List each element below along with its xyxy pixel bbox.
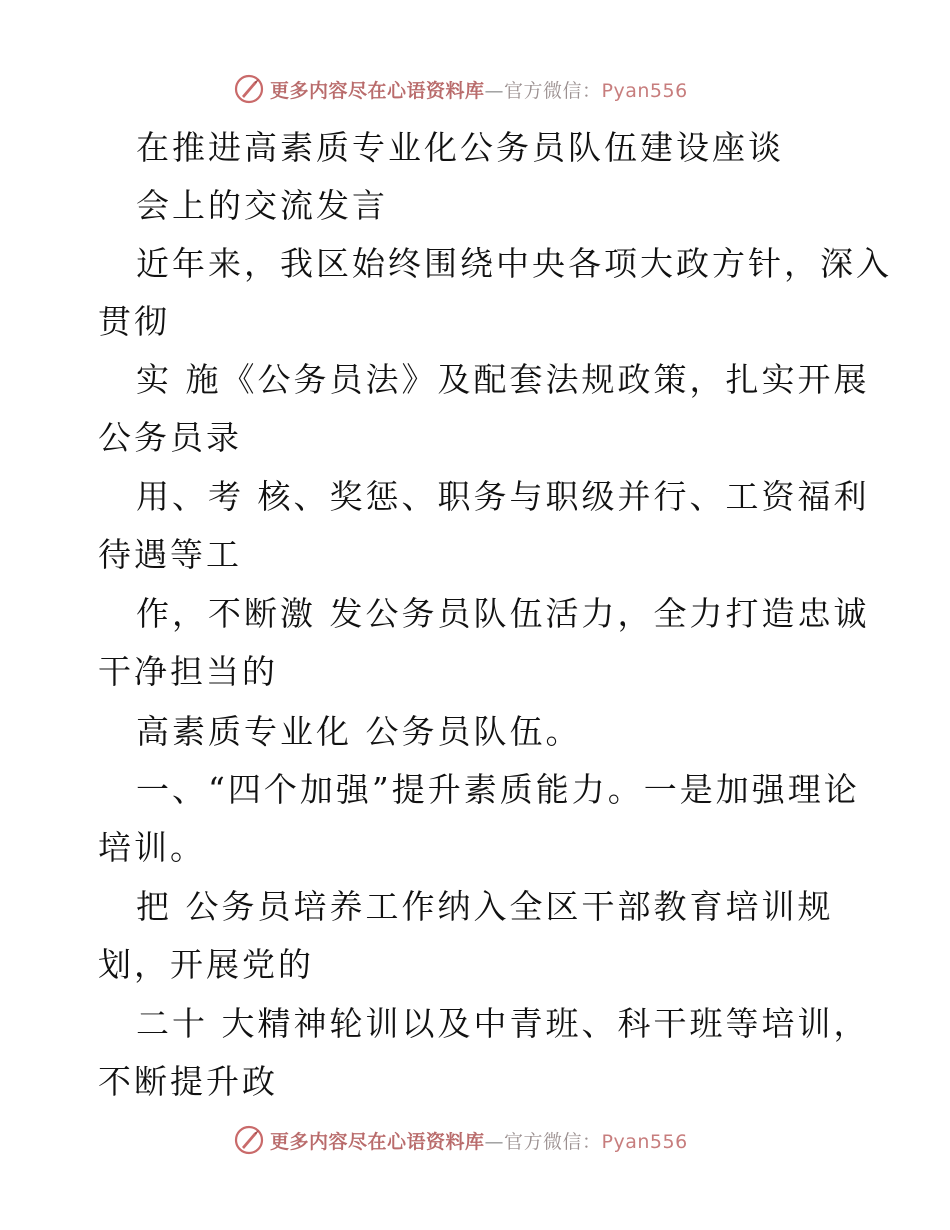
- doc-line: 二十 大精神轮训以及中青班、科干班等培训，: [136, 1004, 870, 1043]
- doc-title-line-2: 会上的交流发言: [136, 186, 388, 225]
- doc-line: 划，开展党的: [98, 945, 314, 984]
- doc-line: 把 公务员培养工作纳入全区干部教育培训规: [136, 887, 834, 926]
- doc-line: 贯彻: [98, 302, 170, 341]
- doc-line: 干净担当的: [98, 652, 278, 691]
- section-heading-line: 一、“四个加强”提升素质能力。一是加强理论: [136, 770, 860, 809]
- quill-logo-icon: [234, 1125, 264, 1155]
- watermark-wechat-id: Pyan556: [601, 1130, 688, 1153]
- watermark-wechat-label: 官方微信：: [504, 1130, 602, 1153]
- watermark-wechat-label: 官方微信：: [504, 79, 602, 102]
- watermark-banner-top: [234, 72, 688, 106]
- watermark-separator: —: [484, 1130, 505, 1153]
- watermark-text: 更多内容尽在心语资料库: [270, 79, 485, 102]
- watermark-wechat-id: Pyan556: [601, 79, 688, 102]
- doc-line: 用、考 核、奖惩、职务与职级并行、工资福利: [136, 477, 870, 516]
- doc-line: 作，不断激 发公务员队伍活力，全力打造忠诚: [136, 594, 870, 633]
- watermark-separator: —: [484, 79, 505, 102]
- watermark-text: 更多内容尽在心语资料库: [270, 1130, 485, 1153]
- watermark-banner-bottom: [234, 1123, 688, 1157]
- doc-line: 高素质专业化 公务员队伍。: [136, 712, 582, 751]
- doc-title-line-1: 在推进高素质专业化公务员队伍建设座谈: [136, 128, 784, 167]
- doc-line: 公务员录: [98, 418, 242, 457]
- doc-line: 不断提升政: [98, 1062, 278, 1101]
- doc-line: 培训。: [98, 828, 206, 867]
- doc-line: 待遇等工: [98, 535, 242, 574]
- doc-line: 实 施《公务员法》及配套法规政策，扎实开展: [136, 360, 870, 399]
- quill-logo-icon: [234, 74, 264, 104]
- doc-line: 近年来，我区始终围绕中央各项大政方针，深入: [136, 244, 892, 283]
